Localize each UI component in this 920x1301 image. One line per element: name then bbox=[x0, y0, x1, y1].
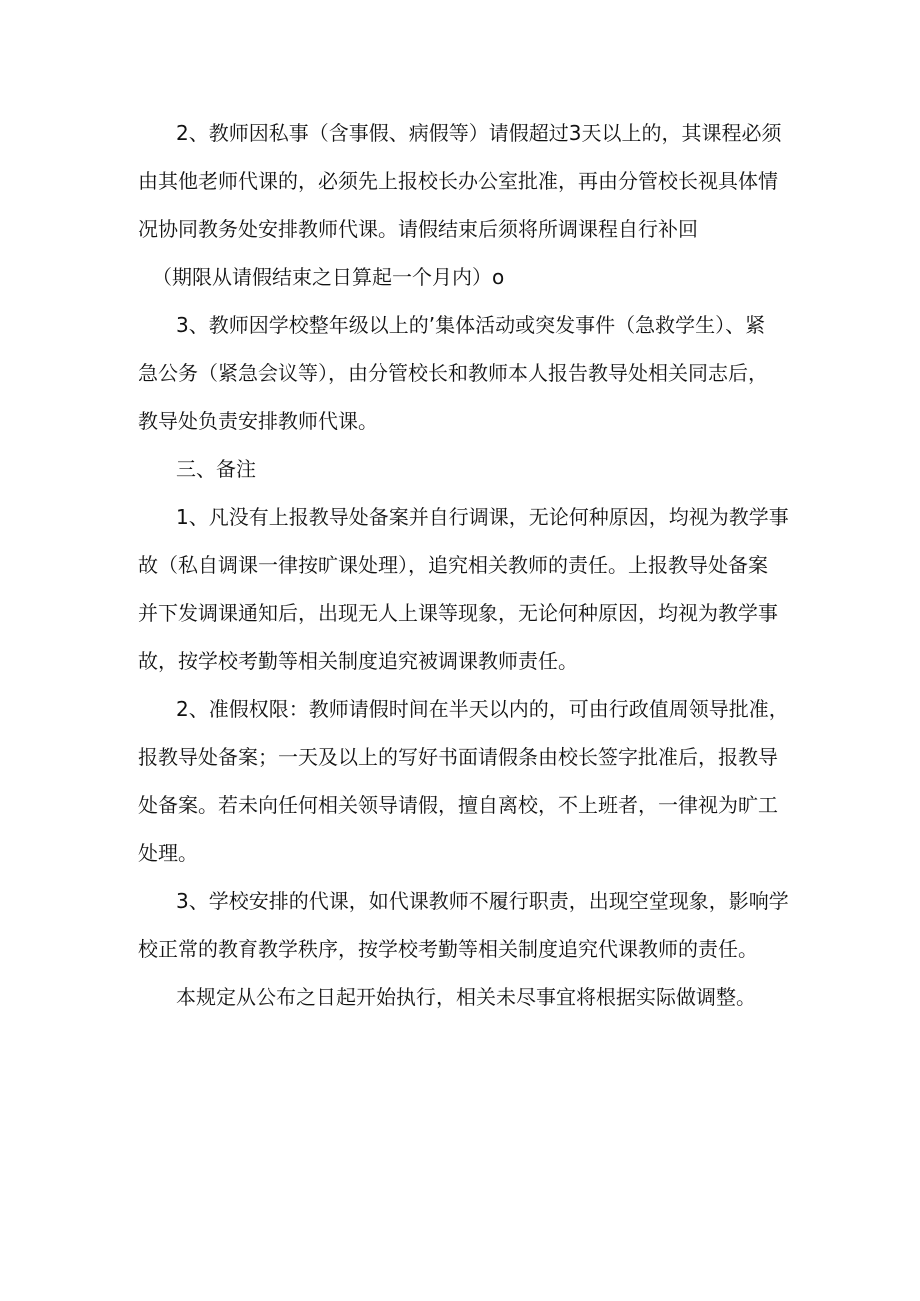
text-line: 处备案。若未向任何相关领导请假，擅自离校，不上班者，一律视为旷工 bbox=[138, 793, 778, 817]
closing-statement: 本规定从公布之日起开始执行，相关未尽事宜将根据实际做调整。 bbox=[176, 985, 756, 1009]
text-line: 3、学校安排的代课，如代课教师不履行职责，出现空堂现象，影响学 bbox=[176, 889, 789, 913]
text-line: 处理。 bbox=[138, 841, 198, 865]
text-line: 由其他老师代课的，必须先上报校长办公室批准，再由分管校长视具体情 bbox=[138, 169, 778, 193]
text-line: 故，按学校考勤等相关制度追究被调课教师责任。 bbox=[138, 649, 578, 673]
text-line: （期限从请假结束之日算起一个月内）o bbox=[152, 265, 505, 289]
text-line: 2、教师因私事（含事假、病假等）请假超过3天以上的，其课程必须 bbox=[176, 121, 782, 145]
text-line: 1、凡没有上报教导处备案并自行调课，无论何种原因，均视为教学事 bbox=[176, 505, 789, 529]
text-line: 况协同教务处安排教师代课。请假结束后须将所调课程自行补回 bbox=[138, 217, 698, 241]
text-line: 2、准假权限：教师请假时间在半天以内的，可由行政值周领导批准， bbox=[176, 697, 789, 721]
section-heading: 三、备注 bbox=[176, 457, 256, 481]
text-line: 急公务（紧急会议等），由分管校长和教师本人报告教导处相关同志后， bbox=[138, 361, 768, 385]
text-line: 3、教师因学校整年级以上的’集体活动或突发事件（急救学生）、紧 bbox=[176, 313, 766, 337]
text-line: 校正常的教育教学秩序，按学校考勤等相关制度追究代课教师的责任。 bbox=[138, 937, 758, 961]
text-line: 教导处负责安排教师代课。 bbox=[138, 409, 378, 433]
text-line: 故（私自调课一律按旷课处理），追究相关教师的责任。上报教导处备案 bbox=[138, 553, 768, 577]
text-line: 并下发调课通知后，出现无人上课等现象，无论何种原因，均视为教学事 bbox=[138, 601, 778, 625]
text-line: 报教导处备案；一天及以上的写好书面请假条由校长签字批准后，报教导 bbox=[138, 745, 778, 769]
